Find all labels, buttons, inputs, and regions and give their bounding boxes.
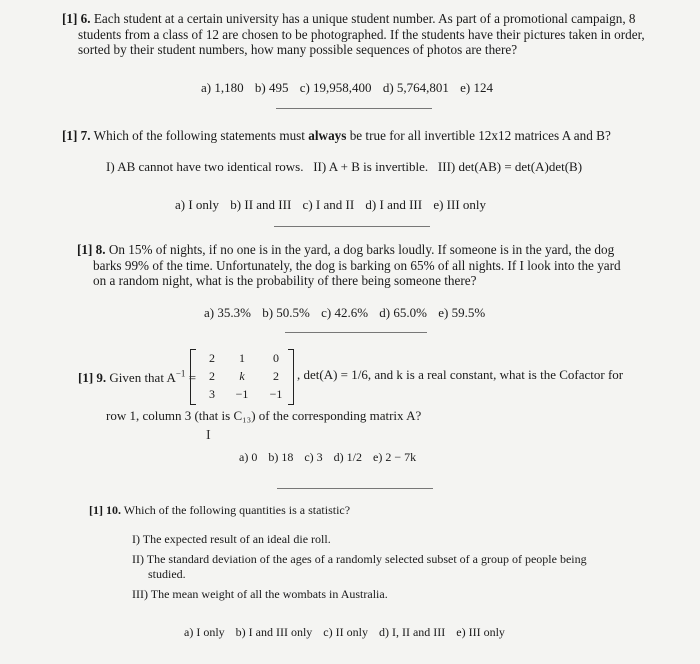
question-10-items bbox=[132, 532, 632, 602]
question-7-options bbox=[175, 197, 494, 213]
answer-line-6 bbox=[276, 108, 432, 109]
question-8 bbox=[77, 242, 637, 289]
answer-line-7 bbox=[274, 226, 430, 227]
q10-item-2: II) The standard deviation of the ages of a randomly selected subset of a group of people being bbox=[132, 552, 587, 566]
question-10 bbox=[89, 503, 649, 518]
question-6-marker: [1] 6. bbox=[62, 11, 91, 26]
q10-item-3: III) The mean weight of all the wombats in Australia. bbox=[132, 587, 388, 601]
q8-option-b: b) 50.5% bbox=[262, 305, 310, 320]
q7-option-e: e) III only bbox=[433, 197, 487, 212]
q10-option-e: e) III only bbox=[456, 625, 505, 639]
q10-option-b: b) I and III only bbox=[235, 625, 313, 639]
question-7-text bbox=[62, 128, 662, 144]
q10-option-c: c) II only bbox=[323, 625, 368, 639]
inverse-matrix bbox=[190, 347, 294, 405]
q10-item-2-cont: studied. bbox=[148, 567, 186, 581]
q10-option-a: a) I only bbox=[184, 625, 225, 639]
question-6-text bbox=[62, 11, 662, 58]
question-9-given: Given that A bbox=[109, 370, 176, 386]
question-9-lead bbox=[78, 370, 196, 385]
q10-option-d: d) I, II and III bbox=[378, 625, 446, 639]
question-9-options bbox=[239, 450, 424, 465]
question-9-after: , det(A) = 1/6, and k is a real constant, what is the Cofactor for bbox=[297, 367, 624, 382]
question-10-body: Which of the following quantities is a statistic? bbox=[123, 503, 351, 517]
matrix-cell-2-3: 2 bbox=[273, 369, 279, 383]
answer-line-9 bbox=[277, 488, 433, 489]
question-7-statements: I) AB cannot have two identical rows. II) A + B is invertible. III) det(AB) = det(A)det(B) bbox=[106, 159, 583, 174]
question-6-body: Each student at a certain university has a unique student number. As part of a promotional campaign, 8 students from a class of 12 are chosen to be photographed. If the students have their pictures taken in order, sorted by their student numbers, how many possible sequences of photos are there? bbox=[78, 11, 645, 57]
question-7-marker: [1] 7. bbox=[62, 128, 91, 143]
q9-option-a: a) 0 bbox=[239, 450, 258, 464]
question-9-inverse-sup: −1 bbox=[175, 369, 186, 379]
q9-option-e: e) 2 − 7k bbox=[373, 450, 417, 464]
q6-option-c: c) 19,958,400 bbox=[299, 80, 372, 95]
question-9-equals: = bbox=[188, 370, 197, 386]
q9-option-c: c) 3 bbox=[304, 450, 323, 464]
q8-option-d: d) 65.0% bbox=[379, 305, 427, 320]
q6-option-d: d) 5,764,801 bbox=[382, 80, 449, 95]
q6-option-b: b) 495 bbox=[254, 80, 289, 95]
q6-option-e: e) 124 bbox=[460, 80, 494, 95]
matrix-cell-3-1: 3 bbox=[209, 387, 215, 401]
q7-option-c: c) I and II bbox=[302, 197, 355, 212]
q6-option-a: a) 1,180 bbox=[201, 80, 244, 95]
q8-option-a: a) 35.3% bbox=[204, 305, 251, 320]
q9-option-b: b) 18 bbox=[268, 450, 294, 464]
matrix-cell-1-2: 1 bbox=[239, 351, 245, 365]
question-9-line2: row 1, column 3 (that is C₁₃) of the corresponding matrix A? bbox=[106, 408, 422, 423]
q7-option-a: a) I only bbox=[175, 197, 220, 212]
question-8-marker: [1] 8. bbox=[77, 242, 106, 257]
question-9-marker: [1] 9. bbox=[78, 370, 107, 386]
matrix-cell-1-1: 2 bbox=[209, 351, 215, 365]
question-6 bbox=[62, 11, 662, 58]
question-10-text bbox=[89, 503, 649, 518]
q9-option-d: d) 1/2 bbox=[333, 450, 362, 464]
matrix-cell-3-3: −1 bbox=[269, 387, 283, 401]
question-8-body: On 15% of nights, if no one is in the yard, a dog barks loudly. If someone is in the yard, the dog barks 99% of the time. Unfortunately, the dog is barking on 65% of all nights. If I look into the yard on a random night, what is the probability of there being someone there? bbox=[93, 242, 621, 288]
question-7-body-b: be true for all invertible 12x12 matrices A and B? bbox=[349, 128, 611, 143]
answer-line-8 bbox=[285, 332, 427, 333]
matrix-cell-2-1: 2 bbox=[209, 369, 215, 383]
q7-option-b: b) II and III bbox=[230, 197, 292, 212]
question-7 bbox=[62, 128, 662, 144]
q8-option-c: c) 42.6% bbox=[321, 305, 369, 320]
matrix-cell-3-2: −1 bbox=[235, 387, 249, 401]
q7-option-d: d) I and III bbox=[365, 197, 423, 212]
text-cursor-icon: I bbox=[206, 428, 211, 443]
question-9-line1 bbox=[78, 367, 196, 387]
q10-item-1: I) The expected result of an ideal die roll. bbox=[132, 532, 331, 546]
question-7-emphasis: always bbox=[308, 128, 347, 143]
question-10-marker: [1] 10. bbox=[89, 503, 121, 517]
matrix-right-bracket bbox=[288, 349, 294, 405]
matrix-left-bracket bbox=[190, 349, 196, 405]
q8-option-e: e) 59.5% bbox=[438, 305, 486, 320]
question-8-text bbox=[77, 242, 637, 289]
question-6-options bbox=[201, 80, 501, 96]
matrix-cell-2-2: k bbox=[239, 369, 245, 383]
question-10-options bbox=[184, 625, 513, 640]
matrix-cell-1-3: 0 bbox=[273, 351, 279, 365]
question-7-body-a: Which of the following statements must bbox=[93, 128, 305, 143]
question-8-options bbox=[204, 305, 493, 321]
